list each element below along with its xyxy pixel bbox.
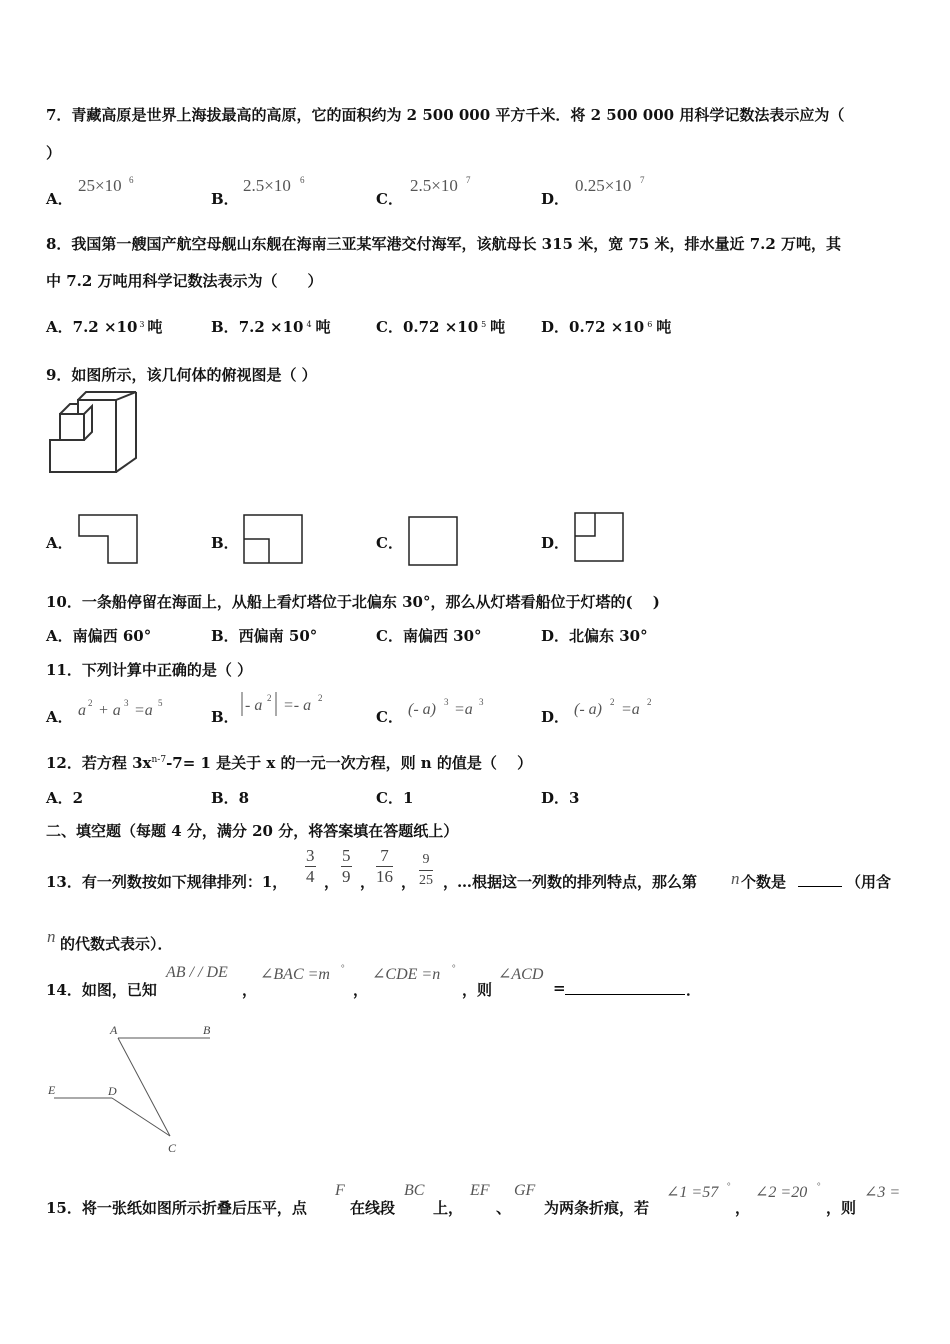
- q7-option-b-exp: 6: [300, 175, 305, 185]
- q14-line-ac: [118, 1038, 170, 1136]
- q14-comma-2: ，: [353, 981, 369, 999]
- q11-option-c-e2: 3: [479, 697, 484, 707]
- q12-stem-sup: n-7: [151, 755, 167, 765]
- q9-top-face: [60, 392, 136, 414]
- q11-option-b-p2: =- a: [283, 697, 312, 714]
- q12-option-a[interactable]: A．2: [46, 789, 84, 807]
- q15-comma: ，: [735, 1199, 751, 1217]
- q9-inner-edge: [84, 406, 92, 440]
- q8-option-d[interactable]: [541, 316, 671, 337]
- q8-option-c-label: C．: [376, 318, 403, 336]
- q7-stem-line2: ）: [46, 144, 62, 162]
- q13-fraction-3-den: 16: [376, 867, 393, 886]
- q15-text-1: 在线段: [350, 1199, 396, 1217]
- q14-deg-2: °: [452, 963, 456, 973]
- q15-deg-1: °: [727, 1181, 731, 1191]
- q13-fraction-2-den: 9: [342, 867, 351, 886]
- q13-fraction-4: [419, 850, 433, 891]
- q8-option-b-label: B．: [211, 318, 239, 336]
- q7-option-c-expr: 2.5×10: [410, 176, 458, 195]
- q14-label-c: C: [168, 1141, 177, 1155]
- q13-line2-var-n: n: [47, 927, 56, 946]
- q9-option-a-label[interactable]: A．: [46, 534, 73, 552]
- q9-option-d-figure[interactable]: [574, 512, 626, 564]
- q11-option-c-label[interactable]: C．: [376, 708, 403, 726]
- q13-stem-mid: …根据这一列数的排列特点，那么第: [457, 873, 698, 891]
- q8-option-c-exp: 5: [481, 320, 487, 329]
- q8-option-d-label: D．: [541, 318, 570, 336]
- q13-sep-2: ，: [360, 873, 376, 891]
- q10-option-d[interactable]: D．北偏东 30°: [541, 627, 648, 645]
- q8-option-a[interactable]: [46, 316, 162, 337]
- q13-fraction-3: [376, 846, 393, 887]
- q7-option-b-expr: 2.5×10: [243, 176, 291, 195]
- q10-stem: 10．一条船停留在海面上，从船上看灯塔位于北偏东 30°，那么从灯塔看船位于灯塔的( ): [46, 593, 660, 611]
- q9-option-b-label[interactable]: B．: [211, 534, 239, 552]
- q8-option-a-unit: 吨: [147, 318, 163, 336]
- q9-option-d-label[interactable]: D．: [541, 534, 570, 552]
- q9-option-b-figure[interactable]: [243, 514, 305, 566]
- q15-text-3: 为两条折痕，若: [544, 1199, 650, 1217]
- q8-option-b[interactable]: [211, 316, 330, 337]
- q8-stem-line2: 中 7.2 万吨用科学记数法表示为（ ）: [46, 272, 323, 290]
- q9-option-c-label[interactable]: C．: [376, 534, 403, 552]
- q11-option-a-e1: 2: [88, 698, 93, 708]
- q13-sep-3: ，: [401, 873, 417, 891]
- q12-option-c[interactable]: C．1: [376, 789, 414, 807]
- q14-line-dc: [112, 1098, 170, 1136]
- q7-option-a-exp: 6: [129, 175, 134, 185]
- q10-option-b[interactable]: B．西偏南 50°: [211, 627, 318, 645]
- q15-text-4: ，则: [826, 1199, 857, 1217]
- q11-option-a-p3: =a: [134, 702, 153, 719]
- q14-label-e: E: [48, 1083, 56, 1097]
- q13-fraction-2-num: 5: [342, 846, 351, 865]
- q13-fraction-2: [341, 846, 352, 887]
- q13-var-n: n: [731, 869, 740, 888]
- q9-side-face: [116, 392, 136, 472]
- q7-option-c-exp: 7: [466, 175, 471, 185]
- q14-equals: =: [553, 979, 566, 997]
- q8-option-d-unit: 吨: [656, 318, 672, 336]
- q14-answer-blank[interactable]: [565, 994, 685, 995]
- q11-stem: 11．下列计算中正确的是（ ）: [46, 661, 253, 679]
- q7-option-d-exp: 7: [640, 175, 645, 185]
- q9-stem: 9．如图所示，该几何体的俯视图是（ ）: [46, 366, 317, 384]
- q13-stem-tail: （用含: [846, 873, 892, 891]
- q9-option-c-figure[interactable]: [408, 516, 460, 568]
- q8-option-b-unit: 吨: [315, 318, 331, 336]
- q8-stem-line1: 8．我国第一艘国产航空母舰山东舰在海南三亚某军港交付海军，该航母长 315 米，宽 75 米，排水量近 7.2 万吨，其: [46, 235, 842, 253]
- q11-option-d-p2: =a: [621, 701, 640, 718]
- q7-option-a-expr: 25×10: [78, 176, 122, 195]
- q14-math-ab-parallel-de: AB / / DE: [166, 964, 228, 981]
- q7-stem-line1: 7．青藏高原是世界上海拔最高的高原，它的面积约为 2 500 000 平方千米．将 2 500 000 用科学记数法表示应为（: [46, 106, 845, 124]
- q14-comma-1: ，: [242, 981, 258, 999]
- q11-option-a-e3: 5: [158, 698, 163, 708]
- q15-text-2: 上，: [433, 1199, 464, 1217]
- q14-label-b: B: [203, 1023, 211, 1037]
- q14-stem-pre: 14．如图，已知: [46, 981, 157, 999]
- q12-option-d[interactable]: D．3: [541, 789, 580, 807]
- q15-deg-2: °: [817, 1181, 821, 1191]
- q11-option-a-p2: + a: [98, 702, 121, 719]
- q7-option-a-label[interactable]: A．: [46, 190, 73, 208]
- q13-fraction-4-num: 9: [419, 850, 433, 871]
- q13-fraction-1-num: 3: [306, 846, 315, 865]
- q12-stem: [46, 752, 532, 773]
- q8-option-a-exp: 3: [139, 320, 145, 329]
- q11-option-b-e2: 2: [318, 693, 323, 703]
- q14-math-angle-acd: ∠ACD: [498, 966, 544, 983]
- q14-math-angle-cde: ∠CDE =n: [372, 966, 441, 983]
- q14-math-angle-bac: ∠BAC =m: [260, 966, 330, 983]
- q13-stem-pre: 13．有一列数按如下规律排列：1，: [46, 873, 288, 891]
- q10-option-a[interactable]: A．南偏西 60°: [46, 627, 152, 645]
- q13-answer-blank[interactable]: [798, 886, 842, 887]
- q15-math-angle-3: ∠3 =: [864, 1184, 901, 1201]
- q11-option-a-e2: 3: [124, 698, 129, 708]
- q11-option-d-e1: 2: [610, 697, 615, 707]
- q11-option-b-p1: - a: [245, 697, 263, 714]
- q11-option-a-label[interactable]: A．: [46, 708, 73, 726]
- q13-fraction-4-den: 25: [419, 873, 433, 888]
- q14-label-a: A: [110, 1023, 118, 1037]
- q15-dun: 、: [496, 1199, 512, 1217]
- q8-option-b-expr: 7.2 ×10: [238, 318, 304, 336]
- q15-stem-pre: 15．将一张纸如图所示折叠后压平，点: [46, 1199, 307, 1217]
- q13-stem-post: 个数是: [741, 873, 787, 891]
- q13-sep-4: ，: [443, 873, 459, 891]
- q9-step-edge: [60, 414, 84, 440]
- q11-option-d-e2: 2: [647, 697, 652, 707]
- q12-option-b[interactable]: B．8: [211, 789, 250, 807]
- q13-fraction-3-num: 7: [376, 846, 393, 867]
- q14-then: ，则: [462, 981, 493, 999]
- q12-stem-post: -7= 1 是关于 x 的一元一次方程，则 n 的值是（ ）: [166, 754, 533, 772]
- q15-math-ef: EF: [470, 1182, 490, 1199]
- q14-deg-1: °: [341, 963, 345, 973]
- q9-solid-figure: [48, 398, 140, 476]
- q13-fraction-1: [305, 846, 316, 887]
- q8-option-a-label: A．: [46, 318, 73, 336]
- q11-option-b-label[interactable]: B．: [211, 708, 239, 726]
- q15-math-gf: GF: [514, 1182, 536, 1199]
- q8-option-d-exp: 6: [647, 320, 653, 329]
- q14-figure: [40, 1018, 230, 1158]
- q11-option-c-e1: 3: [444, 697, 449, 707]
- q11-option-d-p1: (- a): [574, 701, 602, 718]
- q9-option-a-figure[interactable]: [78, 514, 140, 566]
- q11-option-c-p1: (- a): [408, 701, 436, 718]
- q8-option-c-expr: 0.72 ×10: [402, 318, 479, 336]
- q10-option-c[interactable]: C．南偏西 30°: [376, 627, 482, 645]
- q7-option-d-expr: 0.25×10: [575, 176, 632, 195]
- q15-math-bc: BC: [404, 1182, 425, 1199]
- q11-option-d-label[interactable]: D．: [541, 708, 570, 726]
- q11-option-c-p2: =a: [454, 701, 473, 718]
- q14-end: ．: [686, 981, 702, 999]
- q13-line2: 的代数式表示）．: [60, 935, 173, 953]
- q7-option-c-label[interactable]: C．: [376, 190, 403, 208]
- q13-sep-1: ，: [324, 873, 340, 891]
- q15-math-f: F: [335, 1182, 345, 1199]
- q15-math-angle-1: ∠1 =57: [666, 1184, 719, 1201]
- q8-option-a-expr: 7.2 ×10: [72, 318, 138, 336]
- q8-option-d-expr: 0.72 ×10: [569, 318, 645, 336]
- q13-fraction-1-den: 4: [306, 867, 315, 886]
- q7-option-b-label[interactable]: B．: [211, 190, 239, 208]
- q11-option-a-p1: a: [78, 702, 86, 719]
- q14-label-d: D: [108, 1084, 117, 1098]
- q8-option-c-unit: 吨: [490, 318, 506, 336]
- q8-option-c[interactable]: [376, 316, 505, 337]
- section-2-heading: 二、填空题（每题 4 分，满分 20 分，将答案填在答题纸上）: [46, 822, 459, 840]
- q7-option-d-label[interactable]: D．: [541, 190, 570, 208]
- q11-option-b-e1: 2: [267, 693, 272, 703]
- q15-math-angle-2: ∠2 =20: [755, 1184, 808, 1201]
- q8-option-b-exp: 4: [306, 320, 312, 329]
- q12-stem-pre: 12．若方程 3x: [46, 754, 152, 772]
